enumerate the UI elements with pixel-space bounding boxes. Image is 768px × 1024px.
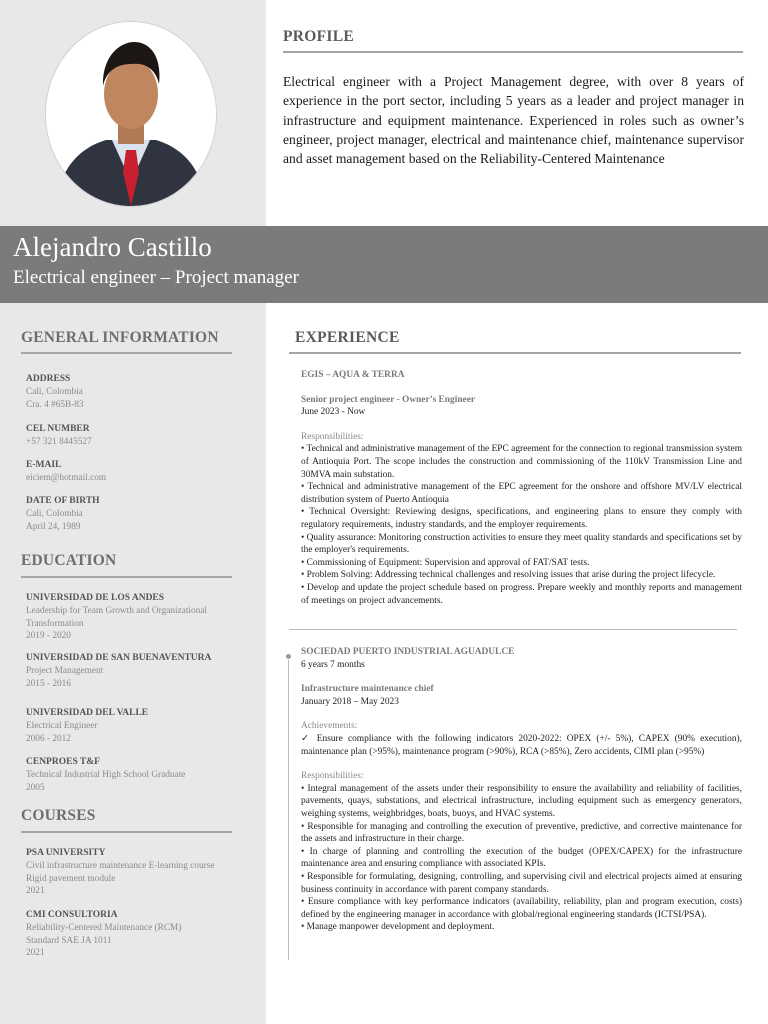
courses-heading: COURSES (21, 807, 96, 824)
job-dates: June 2023 - Now (301, 407, 366, 418)
job-aguadulce (301, 646, 742, 934)
course-detail: Standard SAE JA 1011 (26, 935, 112, 946)
course-item (26, 847, 214, 897)
responsibilities-label: Responsibilities: (301, 771, 364, 782)
course-detail: Reliability-Centered Maintenance (RCM) (26, 923, 182, 934)
course-item (26, 909, 181, 959)
phone-value: +57 321 8445527 (26, 437, 92, 448)
education-item (26, 756, 185, 794)
course-year: 2021 (26, 885, 45, 896)
profile-rule (283, 51, 743, 53)
responsibilities-label: Responsibilities: (301, 431, 364, 442)
education-dates: 2005 (26, 782, 45, 793)
address-line-2: Cra. 4 #65B-83 (26, 399, 84, 410)
responsibility-item: • Technical and administrative management of the EPC agreement for the connection to regional transmission system of Antioquia Port. The scope includes the construction and commissioning of the 110kV Transmission Line and 30MVA main substation. (301, 444, 742, 480)
email-block (26, 459, 106, 485)
general-info-heading: GENERAL INFORMATION (21, 329, 219, 346)
job-egis (301, 369, 742, 607)
profile-heading: PROFILE (283, 28, 354, 45)
responsibility-item: • Problem Solving: Addressing technical challenges and resolving issues that arise during the project lifecycle. (301, 570, 716, 581)
responsibility-item: • Ensure compliance with key performance indicators (availability, reliability, plan and program execution, costs) defined by the engineering manager in accordance with global/regional engineering standards (ICTSI/PSA). (301, 897, 742, 920)
responsibility-item: • In charge of planning and controlling the execution of the budget (OPEX/CAPEX) for the infrastructure maintenance area and ensuring compliance with associated KPIs. (301, 846, 742, 870)
education-detail: Transformation (26, 618, 84, 629)
education-item (26, 652, 211, 690)
experience-heading: EXPERIENCE (295, 329, 400, 346)
responsibility-item: • Integral management of the assets under their responsibility to ensure the availability and reliability of facilities, pavements, quays, substations, and electrical infrastructure, including equipment such as emergency generators, weighing systems, weighbridges, boats, buoys, and HVAC systems. (301, 783, 742, 819)
education-detail: Technical Industrial High School Graduate (26, 770, 186, 781)
education-dates: 2015 - 2016 (26, 678, 71, 689)
phone-block (26, 423, 92, 449)
course-year: 2021 (26, 947, 45, 958)
experience-rule (289, 352, 741, 354)
dob-label: DATE OF BIRTH (26, 496, 100, 506)
course-org: CMI CONSULTORIA (26, 910, 118, 920)
education-detail: Electrical Engineer (26, 721, 98, 732)
responsibility-item: • Quality assurance: Monitoring construction activities to ensure they meet quality standards and specifications set by the employer's requirements. (301, 532, 742, 556)
course-detail: Civil infrastructure maintenance E-learning course (26, 861, 215, 872)
education-rule (21, 576, 232, 578)
email-value: eiciem@hotmail.com (26, 473, 107, 484)
job-company: EGIS – AQUA & TERRA (301, 370, 405, 380)
name-band (0, 226, 768, 303)
general-info-rule (21, 352, 232, 354)
responsibility-item: • Responsible for managing and controlling the execution of preventive, predictive, and corrective maintenance for the assets and infrastructure in their charge. (301, 821, 742, 845)
profile-text: Electrical engineer with a Project Management degree, with over 8 years of experience in the port sector, including 5 years as a leader and project manager in infrastructure and equipment maintenance. Experienced in roles such as owner’s engineer, project manager, electrical and maintenance chief, maintenance supervisor and asset management based on the Reliability-Centered Maintenance (283, 74, 744, 167)
dob-line-2: April 24, 1989 (26, 521, 81, 532)
education-item (26, 592, 207, 642)
responsibility-item: • Manage manpower development and deployment. (301, 922, 495, 933)
school-name: UNIVERSIDAD DE LOS ANDES (26, 593, 165, 603)
education-heading: EDUCATION (21, 552, 117, 569)
person-role: Electrical engineer – Project manager (13, 267, 299, 288)
course-detail: Rigid pavement module (26, 873, 116, 884)
profile-photo (45, 21, 217, 207)
job-company: SOCIEDAD PUERTO INDUSTRIAL AGUADULCE (301, 647, 515, 657)
responsibility-item: • Develop and update the project schedule based on progress. Prepare weekly and monthly reports and management of meetings on project advancements. (301, 582, 742, 606)
dob-block (26, 495, 100, 533)
education-dates: 2006 - 2012 (26, 733, 71, 744)
responsibility-item: • Technical and administrative management of the EPC agreement for the onshore and offshore MV/LV electrical distribution system of Puerto Antioquia (301, 482, 742, 505)
dob-line-1: Cali, Colombia (26, 509, 83, 520)
achievements-label: Achievements: (301, 721, 358, 732)
courses-rule (21, 831, 232, 833)
address-block (26, 373, 84, 411)
job-dates: January 2018 – May 2023 (301, 696, 399, 707)
school-name: UNIVERSIDAD DE SAN BUENAVENTURA (26, 653, 212, 663)
phone-label: CEL NUMBER (26, 424, 90, 434)
course-org: PSA UNIVERSITY (26, 848, 106, 858)
timeline-dot (286, 654, 291, 659)
job-position: Infrastructure maintenance chief (301, 684, 434, 695)
experience-divider (289, 629, 737, 630)
address-label: ADDRESS (26, 374, 71, 384)
responsibility-item: • Responsible for formulating, designing, controlling, and supervising civil and electrical projects aimed at ensuring business continuity in accordance with parent company standards. (301, 871, 742, 895)
education-item (26, 707, 148, 745)
person-name: Alejandro Castillo (13, 232, 212, 262)
school-name: CENPROES T&F (26, 757, 100, 767)
education-detail: Leadership for Team Growth and Organizational (26, 606, 208, 617)
job-position: Senior project engineer - Owner’s Engineer (301, 394, 476, 405)
school-name: UNIVERSIDAD DEL VALLE (26, 708, 149, 718)
responsibility-item: • Commissioning of Equipment: Supervision and approval of FAT/SAT tests. (301, 557, 590, 568)
job-tenure: 6 years 7 months (301, 659, 365, 670)
education-dates: 2019 - 2020 (26, 630, 71, 641)
address-line-1: Cali, Colombia (26, 387, 83, 398)
email-label: E-MAIL (26, 460, 62, 470)
education-detail: Project Management (26, 666, 104, 677)
responsibility-item: • Technical Oversight: Reviewing designs, specifications, and engineering plans to ensure they comply with regulatory requirements, industry standards, and the employer requirements. (301, 507, 742, 530)
achievement-item: ✓ Ensure compliance with the following indicators 2020-2022: OPEX (+/- 5%), CAPEX (90% execution), maintenance plan (>95%), maintenance program (>90%), RCA (>85%), Zero accidents, CIMI plan (>95%) (301, 733, 742, 757)
timeline-line (288, 660, 289, 960)
